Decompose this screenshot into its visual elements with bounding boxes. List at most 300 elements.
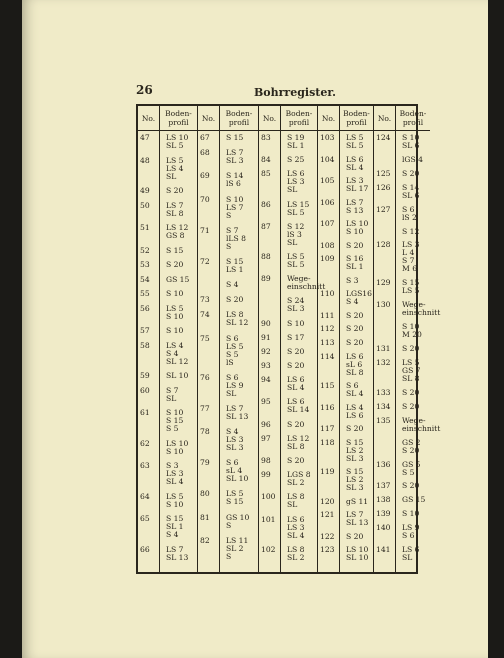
bore-number: 68 [200, 148, 210, 158]
soil-profile-entry: S 3 [346, 275, 359, 285]
soil-profile-entry: S 7 [226, 225, 239, 235]
soil-profile-entry: S 10 [346, 227, 364, 237]
soil-profile-entry: GS 5 [402, 459, 421, 469]
soil-profile-entry: SL 12 [226, 318, 249, 328]
soil-profile-entry: S 20 [287, 419, 305, 429]
soil-profile-entry: LS 10 [346, 545, 369, 555]
soil-profile-entry: SL 2 [226, 543, 244, 553]
soil-profile-entry: Wege- [402, 415, 426, 425]
table-column-group [258, 106, 326, 572]
soil-profile-entry: LS 6 [287, 375, 305, 385]
soil-profile-entry: S 15 [402, 278, 420, 288]
soil-profile-entry: Wege- [402, 300, 426, 310]
soil-profile-entry: S 15 [226, 256, 244, 266]
soil-profile-entry: S 7 [402, 256, 415, 266]
soil-profile-entry: S 20 [402, 344, 420, 354]
bore-number: 98 [261, 456, 271, 466]
bore-number: 82 [200, 535, 210, 545]
bore-number: 78 [200, 427, 210, 437]
bore-number: 57 [140, 326, 150, 335]
soil-profile-entry: LS 15 [287, 199, 310, 209]
bore-number: 73 [200, 295, 210, 305]
soil-profile-entry: S 5 [226, 349, 239, 359]
column-header-profile: Boden- profil [281, 106, 317, 131]
soil-profile-entry: SL 8 [346, 367, 364, 377]
soil-profile-entry: LS 7 [226, 403, 244, 413]
soil-profile-entry: LGS16 [346, 289, 372, 299]
soil-profile-entry: LS 1 [226, 264, 244, 274]
soil-profile-entry: GS 15 [166, 274, 190, 284]
bore-number: 102 [261, 544, 276, 554]
soil-profile-entry: LS 8 [287, 544, 305, 554]
soil-profile-entry: LS 6 [346, 154, 364, 164]
soil-profile-entry: S 13 [346, 205, 364, 215]
soil-profile-entry: SL 8 [402, 374, 420, 383]
soil-profile-entry: SL [287, 185, 298, 195]
soil-profile-entry: SL 4 [287, 530, 305, 540]
soil-profile-entry: S 17 [287, 332, 305, 342]
soil-profile-entry: S 4 [166, 530, 179, 539]
soil-profile-entry: LS 5 [402, 358, 420, 367]
soil-profile-entry: L 4 [402, 248, 415, 258]
bore-number: 112 [320, 324, 335, 334]
table-column-group [197, 106, 258, 572]
soil-profile-entry: lLS 8 [226, 233, 246, 243]
soil-profile-entry: S 12 [402, 226, 420, 236]
bore-number: 131 [376, 344, 391, 354]
bore-number: 87 [261, 221, 271, 231]
soil-profile-entry: S 10 [287, 318, 305, 328]
bore-number: 66 [140, 544, 150, 554]
bore-number: 117 [320, 424, 335, 434]
soil-profile-entry: M 6 [402, 264, 418, 274]
soil-profile-entry: LS 7 [226, 202, 244, 212]
soil-profile-entry: LS 6 [346, 351, 364, 361]
bore-number: 106 [320, 197, 335, 207]
soil-profile-entry: S 20 [166, 186, 184, 195]
soil-profile-entry: S 10 [226, 194, 244, 204]
soil-profile-entry: SL 8 [166, 208, 184, 218]
bore-number: 59 [140, 371, 150, 380]
soil-profile-entry: S 10 [402, 509, 420, 519]
soil-profile-entry: LS 2 [346, 445, 364, 455]
column-header-no: No. [259, 106, 280, 131]
soil-profile-entry: S [226, 241, 232, 251]
soil-profile-entry: S 19 [287, 133, 305, 142]
soil-profile-entry: LS 6 [287, 397, 305, 407]
bore-number: 118 [320, 437, 335, 447]
bore-number: 63 [140, 461, 150, 470]
bore-number: 51 [140, 223, 150, 232]
soil-profile-entry: S 20 [287, 361, 305, 371]
column-header-profile: Boden- profil [220, 106, 258, 131]
profile-column [340, 106, 373, 572]
soil-profile-entry: GS 8 [166, 231, 185, 240]
soil-profile-entry: GS 15 [402, 495, 426, 505]
soil-profile-entry: LS 8 [226, 310, 244, 320]
bore-number: 64 [140, 491, 150, 501]
column-header-no: No. [138, 106, 159, 131]
soil-profile-entry: S 15 [226, 497, 244, 507]
bore-number: 119 [320, 467, 335, 477]
soil-profile-entry: S 20 [346, 531, 364, 541]
soil-profile-entry: GS 10 [226, 512, 250, 522]
bore-number: 84 [261, 155, 271, 165]
soil-profile-entry: SL [226, 388, 237, 398]
bore-number: 93 [261, 361, 271, 371]
bore-number: 126 [376, 182, 391, 192]
bore-number: 121 [320, 510, 335, 520]
bore-number: 139 [376, 509, 391, 519]
soil-profile-entry: S 20 [402, 168, 420, 178]
soil-profile-entry: LS 5 [346, 133, 364, 142]
soil-profile-entry: LS 4 [346, 402, 364, 412]
number-column [138, 106, 160, 572]
soil-profile-entry: S 20 [226, 295, 244, 305]
soil-profile-entry: LS 12 [287, 433, 310, 443]
bore-number: 65 [140, 514, 150, 523]
soil-profile-entry: LS 5 [166, 155, 184, 165]
bore-number: 132 [376, 358, 391, 367]
bore-number: 99 [261, 470, 271, 480]
soil-profile-entry: SL 6 [402, 190, 420, 200]
column-header-no: No. [198, 106, 219, 131]
soil-profile-entry: LS 7 [346, 197, 364, 207]
soil-profile-entry: S 7 [166, 385, 179, 395]
soil-profile-entry: einschnitt [287, 282, 326, 292]
bore-number: 120 [320, 496, 335, 506]
soil-profile-entry: SL 5 [346, 141, 364, 150]
soil-profile-entry: S 10 [166, 499, 184, 509]
soil-profile-entry: S 20 [402, 387, 420, 397]
soil-profile-entry: LS 9 [226, 380, 244, 390]
soil-profile-entry: SL 4 [346, 162, 364, 172]
bore-number: 54 [140, 274, 150, 284]
soil-profile-entry: S 20 [346, 310, 364, 320]
soil-profile-entry: S 20 [402, 481, 420, 491]
bore-number: 108 [320, 240, 335, 250]
soil-profile-entry: lS 2 [402, 212, 417, 222]
bore-number: 116 [320, 402, 335, 412]
bore-number: 92 [261, 346, 271, 356]
bore-number: 61 [140, 408, 150, 417]
soil-profile-entry: SL 10 [226, 474, 249, 484]
number-column [198, 106, 220, 572]
bore-number: 72 [200, 256, 210, 266]
bore-number: 90 [261, 318, 271, 328]
soil-profile-entry: S 10 [166, 446, 184, 456]
bore-number: 115 [320, 381, 335, 391]
bore-register-table [136, 104, 441, 574]
soil-profile-entry: lS 3 [287, 229, 302, 239]
bore-number: 124 [376, 133, 391, 142]
soil-profile-entry: S 6 [226, 372, 239, 382]
soil-profile-entry: S 6 [226, 458, 239, 468]
soil-profile-entry: LS 6 [402, 545, 420, 555]
soil-profile-entry: S 24 [287, 296, 305, 306]
bore-number: 95 [261, 397, 271, 407]
soil-profile-entry: SL 10 [346, 553, 369, 563]
soil-profile-entry: SL 3 [287, 304, 305, 314]
soil-profile-entry: gS 11 [346, 496, 369, 506]
soil-profile-entry: LS 7 [166, 544, 184, 554]
soil-profile-entry: LS 3 [226, 435, 244, 445]
soil-profile-entry: S 4 [166, 348, 179, 358]
soil-profile-entry: SL 4 [166, 477, 184, 486]
bore-number: 141 [376, 545, 391, 555]
soil-profile-entry: LS 5 [287, 251, 305, 261]
soil-profile-entry: S 15 [166, 514, 184, 523]
bore-number: 71 [200, 225, 210, 235]
soil-profile-entry: S [226, 551, 232, 561]
bore-number: 107 [320, 219, 335, 229]
soil-profile-entry: S [226, 520, 232, 530]
page-number: 26 [136, 83, 153, 97]
bore-number: 74 [200, 310, 210, 320]
soil-profile-entry: SL [166, 171, 177, 181]
table-column-group [317, 106, 373, 572]
soil-profile-entry: LS 8 [287, 492, 305, 502]
soil-profile-entry: S 20 [346, 424, 364, 434]
soil-profile-entry: S 20 [346, 240, 364, 250]
soil-profile-entry: einschnitt [402, 423, 441, 433]
soil-profile-entry: S 20 [166, 260, 184, 269]
bore-number: 135 [376, 415, 391, 425]
soil-profile-entry: S 6 [346, 381, 359, 391]
column-header-profile: Boden- profil [160, 106, 197, 131]
soil-profile-entry: S 5 [402, 467, 415, 477]
soil-profile-entry: S 20 [346, 324, 364, 334]
bore-number: 134 [376, 401, 391, 411]
soil-profile-entry: S 10 [402, 322, 420, 332]
soil-profile-entry: SL 1 [166, 522, 184, 531]
bore-number: 128 [376, 240, 391, 250]
soil-profile-entry: SL 3 [226, 156, 244, 166]
soil-profile-entry: S 15 [346, 437, 364, 447]
bore-number: 50 [140, 200, 150, 210]
soil-profile-entry: SL 6 [402, 141, 420, 150]
bore-number: 137 [376, 481, 391, 491]
soil-profile-entry: LS 5 [226, 489, 244, 499]
profile-column [396, 106, 441, 572]
bore-number: 136 [376, 459, 391, 469]
soil-profile-entry: Wege- [287, 274, 311, 284]
soil-profile-entry: LS 10 [346, 219, 369, 229]
column-header-profile: Boden- profil [340, 106, 373, 131]
soil-profile-entry: S 16 [346, 254, 364, 264]
bore-number: 56 [140, 303, 150, 313]
soil-profile-entry: LS 7 [226, 148, 244, 158]
bore-number: 105 [320, 176, 335, 186]
profile-column [160, 106, 197, 572]
soil-profile-entry: M 20 [402, 330, 422, 340]
bore-number: 58 [140, 340, 150, 350]
soil-profile-entry: S 14 [402, 182, 420, 192]
bore-number: 67 [200, 133, 210, 142]
soil-profile-entry: lS 6 [226, 179, 241, 189]
soil-profile-entry: SL 13 [166, 552, 189, 562]
number-column [318, 106, 340, 572]
soil-profile-entry: LS 2 [346, 475, 364, 485]
soil-profile-entry: S 15 [346, 467, 364, 477]
profile-column [220, 106, 258, 572]
bore-number: 101 [261, 514, 276, 524]
soil-profile-entry: SL 2 [287, 552, 305, 562]
soil-profile-entry: SL 3 [346, 483, 364, 493]
bore-number: 138 [376, 495, 391, 505]
soil-profile-entry: LS 5 [226, 341, 244, 351]
soil-profile-entry: LS 3 [287, 177, 305, 187]
soil-profile-entry: LS 5 [166, 303, 184, 313]
soil-profile-entry: LS 3 [402, 240, 420, 250]
soil-profile-entry: S 15 [166, 416, 184, 425]
bore-number: 94 [261, 375, 271, 385]
soil-profile-entry: LS 6 [346, 410, 364, 420]
bore-number: 111 [320, 310, 335, 320]
soil-profile-entry: SL [287, 237, 298, 247]
soil-profile-entry: SL 4 [346, 389, 364, 399]
soil-profile-entry: LS 6 [287, 169, 305, 179]
soil-profile-entry: SL [287, 500, 298, 510]
column-header-no: No. [318, 106, 339, 131]
soil-profile-entry: LS 5 [166, 491, 184, 501]
soil-profile-entry: LS 12 [166, 223, 189, 232]
bore-number: 123 [320, 545, 335, 555]
column-header-profile: Boden- profil [396, 106, 430, 131]
bore-number: 55 [140, 289, 150, 298]
soil-profile-entry: sL 4 [226, 466, 243, 476]
soil-profile-entry: S 20 [402, 445, 420, 455]
soil-profile-entry: einschnitt [402, 308, 441, 318]
bore-number: 62 [140, 438, 150, 448]
soil-profile-entry: S 20 [287, 346, 305, 356]
soil-profile-entry: SL [402, 553, 413, 563]
bore-number: 88 [261, 251, 271, 261]
soil-profile-entry: LS 4 [166, 163, 184, 173]
bore-number: 60 [140, 385, 150, 395]
bore-number: 109 [320, 254, 335, 264]
soil-profile-entry: LS 11 [226, 535, 249, 545]
soil-profile-entry: SL 3 [226, 443, 244, 453]
soil-profile-entry: GS 2 [402, 437, 421, 447]
soil-profile-entry: S 15 [226, 133, 244, 142]
soil-profile-entry: SL 5 [166, 141, 184, 150]
soil-profile-entry: S 6 [402, 531, 415, 541]
soil-profile-entry: SL 4 [287, 383, 305, 393]
bore-number: 96 [261, 419, 271, 429]
soil-profile-entry: S 10 [166, 311, 184, 321]
soil-profile-entry: S 20 [287, 456, 305, 466]
bore-number: 130 [376, 300, 391, 310]
soil-profile-entry: SL 2 [287, 478, 305, 488]
bore-number: 53 [140, 260, 150, 269]
soil-profile-entry: SL 10 [166, 371, 189, 380]
number-column [259, 106, 281, 572]
bore-number: 133 [376, 387, 391, 397]
bore-number: 114 [320, 351, 335, 361]
bore-number: 129 [376, 278, 391, 288]
bore-number: 103 [320, 133, 335, 142]
bore-number: 110 [320, 289, 335, 299]
bore-number: 52 [140, 245, 150, 255]
soil-profile-entry: S 10 [166, 326, 184, 335]
bore-number: 81 [200, 512, 210, 522]
bore-number: 140 [376, 523, 391, 533]
soil-profile-entry: LS 3 [287, 522, 305, 532]
bore-number: 69 [200, 171, 210, 181]
soil-profile-entry: LS 3 [166, 469, 184, 478]
bore-number: 127 [376, 204, 391, 214]
soil-profile-entry: SL 8 [287, 441, 305, 451]
soil-profile-entry: SL 3 [346, 453, 364, 463]
soil-profile-entry: SL 1 [346, 262, 364, 272]
soil-profile-entry: S 4 [346, 297, 359, 307]
soil-profile-entry: S 12 [287, 221, 305, 231]
soil-profile-entry: S 6 [402, 204, 415, 214]
soil-profile-entry: S 6 [226, 333, 239, 343]
soil-profile-entry: lS [226, 357, 234, 367]
bore-number: 77 [200, 403, 210, 413]
soil-profile-entry: SL 5 [287, 259, 305, 269]
soil-profile-entry: LS 6 [287, 514, 305, 524]
soil-profile-entry: S 20 [346, 338, 364, 347]
soil-profile-entry: LS 5 [402, 286, 420, 296]
soil-profile-entry: SL 12 [166, 356, 189, 366]
bore-number: 86 [261, 199, 271, 209]
soil-profile-entry: lGS 4 [402, 154, 423, 164]
soil-profile-entry: SL 5 [287, 207, 305, 217]
soil-profile-entry: S 3 [166, 461, 179, 470]
bore-number: 47 [140, 133, 150, 142]
soil-profile-entry: S [226, 210, 232, 220]
profile-column [281, 106, 326, 572]
soil-profile-entry: SL 13 [346, 518, 369, 528]
bore-number: 104 [320, 154, 335, 164]
soil-profile-entry: LGS 8 [287, 470, 311, 480]
soil-profile-entry: sL 6 [346, 359, 363, 369]
soil-profile-entry: S 4 [226, 427, 239, 437]
soil-profile-entry: S 15 [166, 245, 184, 255]
bore-number: 125 [376, 168, 391, 178]
soil-profile-entry: LS 10 [166, 133, 189, 142]
soil-profile-entry: LS 7 [166, 200, 184, 210]
soil-profile-entry: SL 13 [226, 411, 249, 421]
bore-number: 80 [200, 489, 210, 499]
bore-number: 49 [140, 186, 150, 195]
soil-profile-entry: S 25 [287, 155, 305, 165]
soil-profile-entry: SL 17 [346, 184, 369, 194]
soil-profile-entry: GS 7 [402, 366, 421, 375]
bore-number: 85 [261, 169, 271, 179]
soil-profile-entry: S 10 [166, 289, 184, 298]
bore-number: 89 [261, 274, 271, 284]
bore-number: 100 [261, 492, 276, 502]
bore-number: 97 [261, 433, 271, 443]
soil-profile-entry: SL 14 [287, 405, 310, 415]
soil-profile-entry: SL [166, 393, 177, 403]
bore-number: 70 [200, 194, 210, 204]
soil-profile-entry: LS 7 [346, 510, 364, 520]
bore-number: 83 [261, 133, 271, 142]
soil-profile-entry: S 10 [402, 133, 420, 142]
soil-profile-entry: S 4 [226, 280, 239, 290]
page-title: Bohrregister. [254, 86, 336, 99]
bore-number: 91 [261, 332, 271, 342]
table-column-group [373, 106, 441, 572]
table-column-group [138, 106, 197, 572]
bore-number: 76 [200, 372, 210, 382]
soil-profile-entry: SL 1 [287, 141, 305, 150]
